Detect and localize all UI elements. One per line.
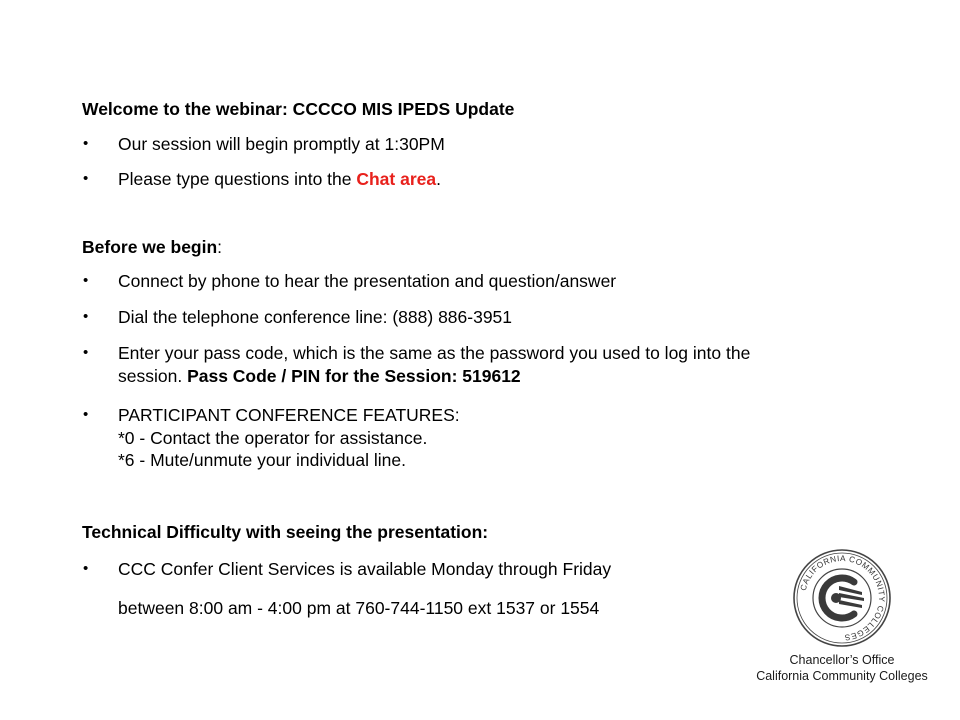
technical-heading: Technical Difficulty with seeing the presentation: (82, 522, 489, 542)
before-heading-label: Before we begin (82, 237, 218, 257)
chat-prefix: Please type questions into the (118, 169, 357, 189)
bullet-icon: • (83, 344, 89, 361)
bullet-phone (82, 270, 932, 293)
pass-code-line-1: Enter your pass code, which is the same as the password you used to log into the (118, 343, 751, 363)
bullet-icon: • (83, 560, 89, 577)
chat-suffix: . (436, 169, 441, 189)
ccc-logo (752, 548, 932, 688)
before-heading-colon: : (217, 237, 223, 257)
feature-operator: *0 - Contact the operator for assistance. (118, 427, 428, 448)
bullet-icon: • (83, 170, 89, 187)
bullet-icon: • (83, 308, 89, 325)
pass-code-line-2: session. (118, 365, 188, 386)
bullet-features (82, 404, 932, 472)
feature-mute: *6 - Mute/unmute your individual line. (118, 450, 406, 470)
chat-area-highlight: Chat area (356, 169, 437, 189)
phone-text: Connect by phone to hear the presentation and question/answer (118, 271, 617, 291)
bullet-dial (82, 306, 932, 329)
client-services-hours: between 8:00 am - 4:00 pm at 760-744-1150 ext 1537 or 1554 (118, 598, 600, 618)
bullet-pass-code (82, 342, 932, 387)
client-services-text: CCC Confer Client Services is available Monday through Friday (118, 559, 612, 579)
bullet-icon: • (83, 272, 89, 289)
pass-code-pin: Pass Code / PIN for the Session: 519612 (187, 365, 521, 386)
welcome-heading: Welcome to the webinar: CCCCO MIS IPEDS Update (82, 99, 515, 119)
bullet-icon: • (83, 406, 89, 423)
features-title: PARTICIPANT CONFERENCE FEATURES: (118, 405, 460, 425)
bullet-icon: • (83, 135, 89, 152)
seal-ring-text: CALIFORNIA COMMUNITY COLLEGES (798, 553, 887, 643)
bullet-session-start (82, 133, 932, 156)
logo-caption-colleges: California Community Colleges (756, 669, 928, 683)
dial-text: Dial the telephone conference line: (888) 886-3951 (118, 307, 513, 327)
logo-caption-office: Chancellor’s Office (789, 653, 895, 667)
ccc-seal-icon (792, 548, 892, 648)
before-heading (82, 236, 222, 258)
bullet-chat (82, 168, 932, 191)
session-start-text: Our session will begin promptly at 1:30PM (118, 134, 445, 154)
